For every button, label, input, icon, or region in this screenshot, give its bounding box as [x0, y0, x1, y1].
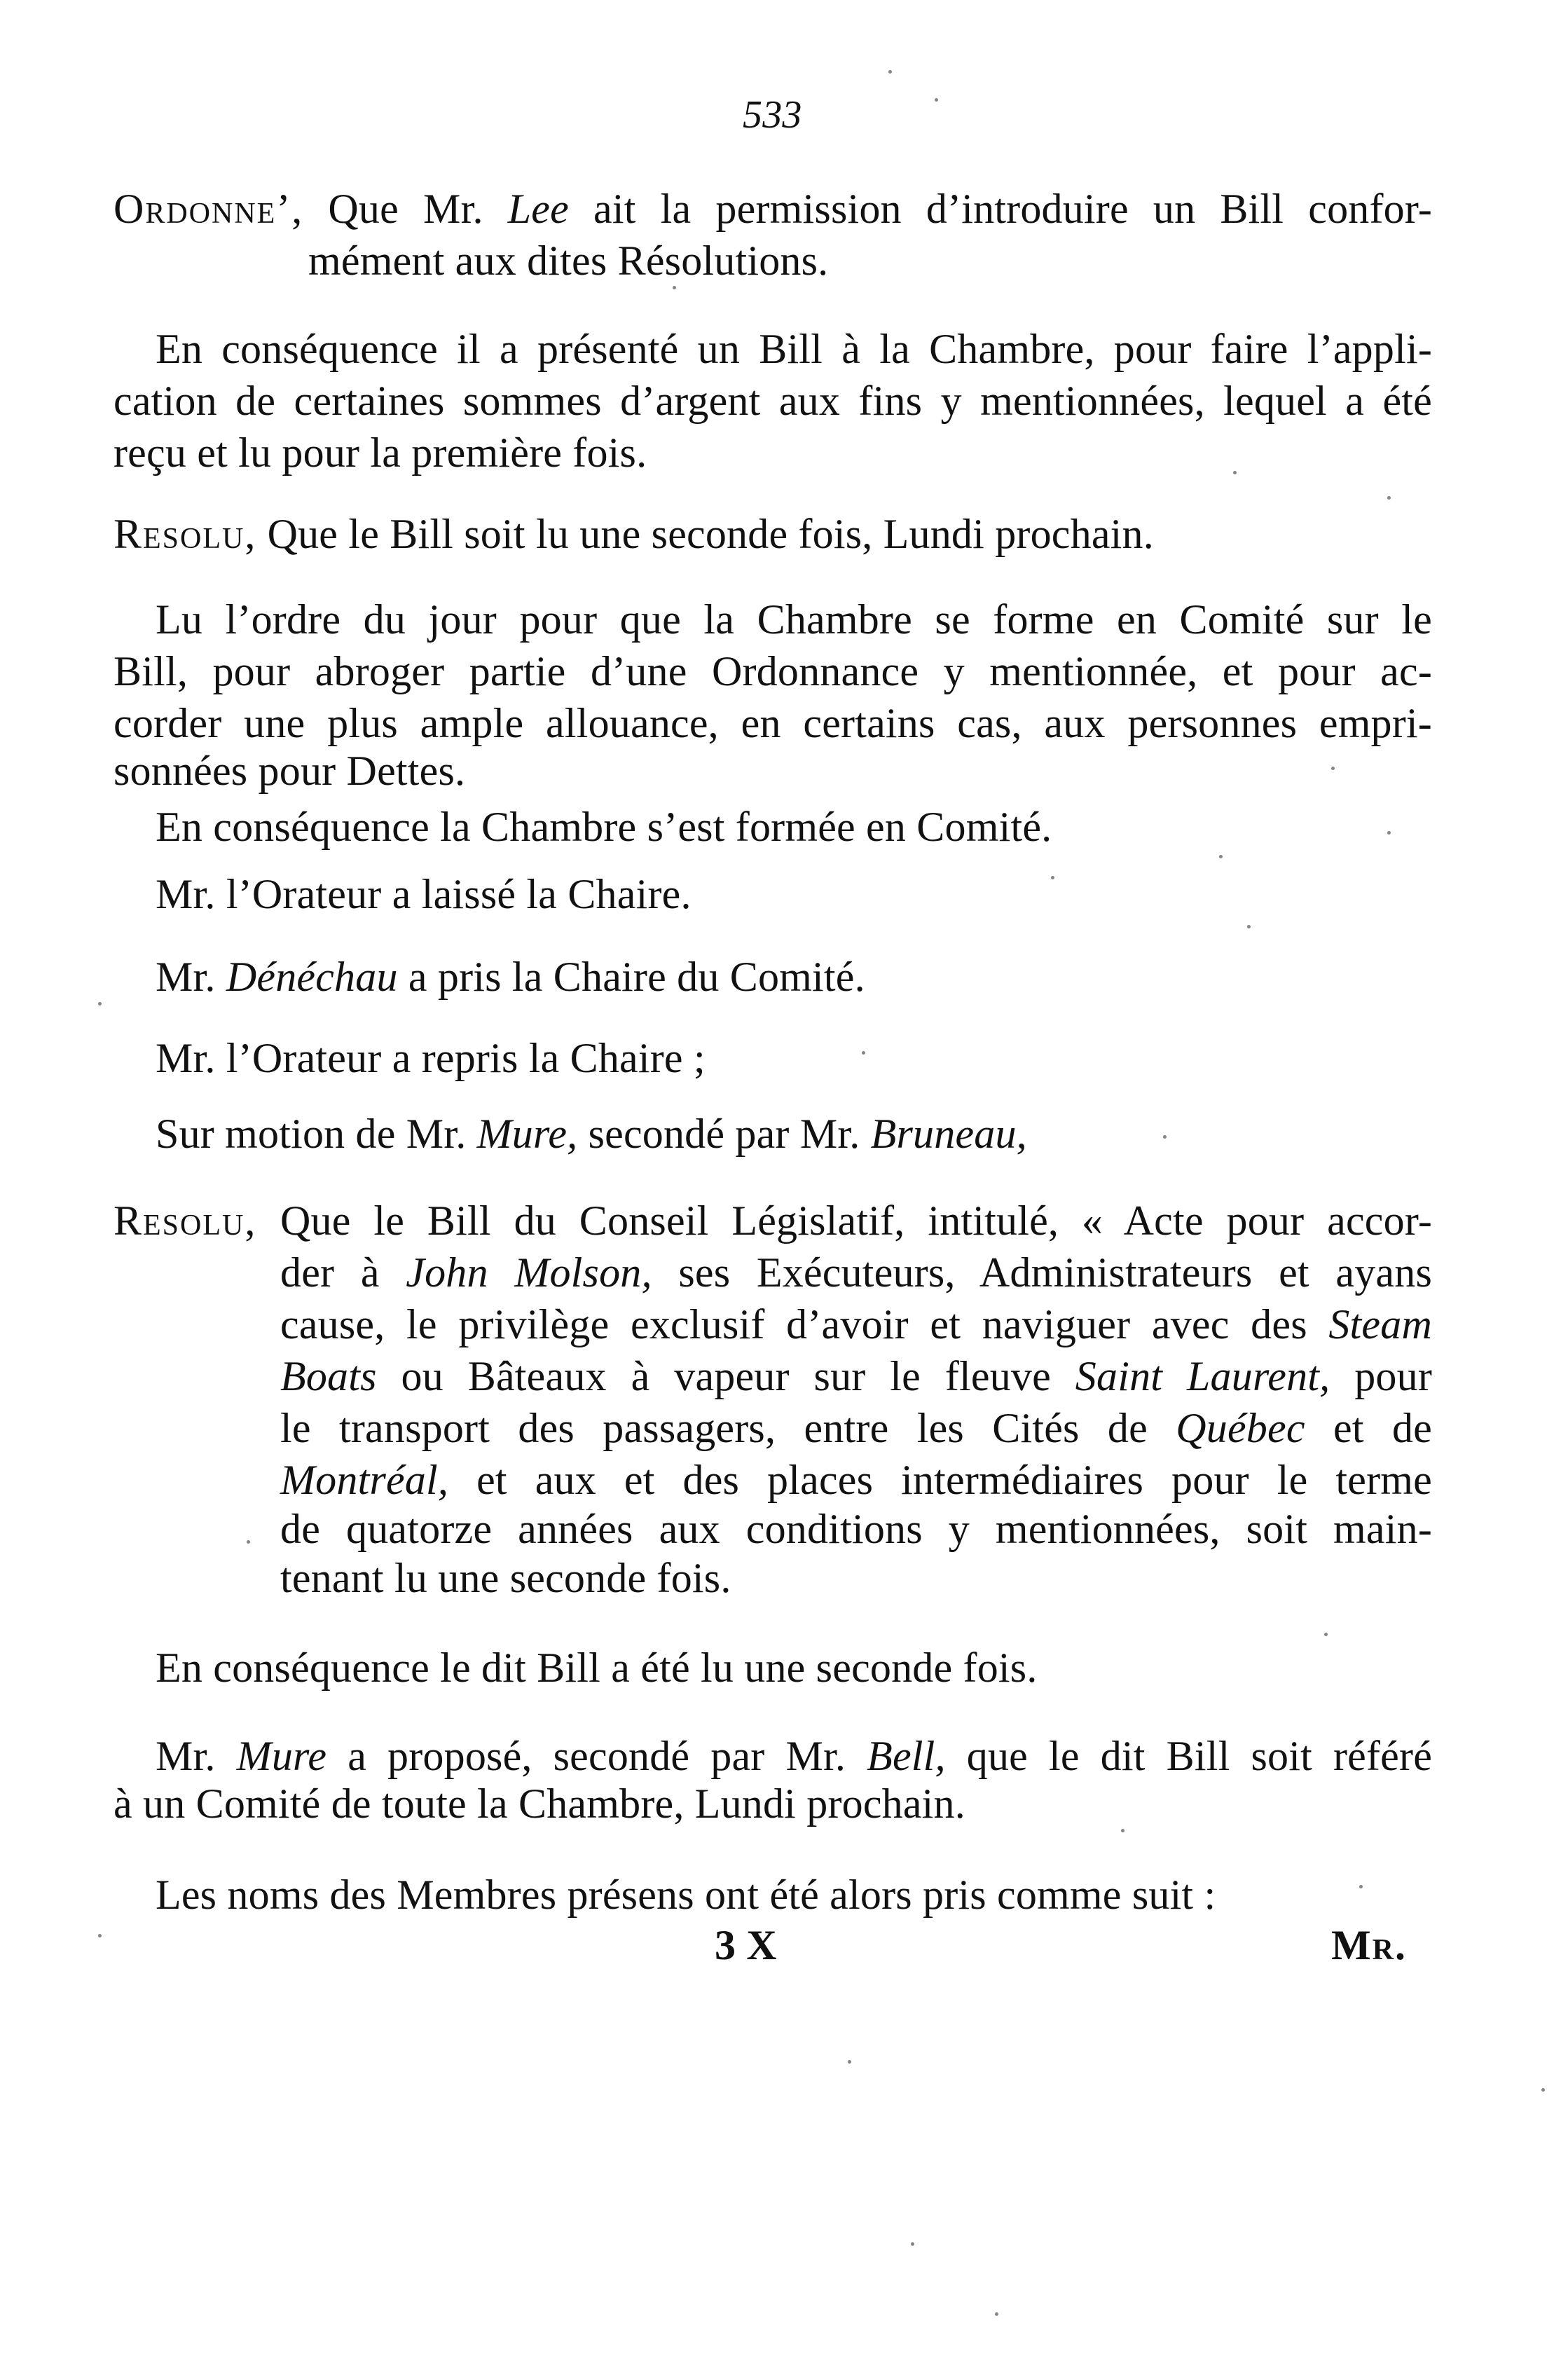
entry-text: que le dit Bill soit référé	[966, 1733, 1433, 1779]
entry-resolu-2-label	[114, 1195, 256, 1246]
scan-speck	[1163, 1135, 1167, 1139]
entry-resolu-2-line-8: tenant lu une seconde fois.	[280, 1555, 731, 1601]
scan-speck	[1324, 1633, 1328, 1636]
entry-text: ait la permission d’introduire un Bill confor-	[593, 186, 1433, 232]
entry-noms-membres: Les noms des Membres présens ont été alors pris comme suit :	[156, 1872, 1216, 1918]
entry-ordonne-line-2: mément aux dites Résolutions.	[308, 238, 829, 284]
scan-speck	[98, 1002, 102, 1006]
page-number: 533	[743, 93, 802, 137]
person-name: John Molson,	[406, 1249, 652, 1296]
scan-speck	[888, 70, 892, 74]
scan-speck	[1359, 1885, 1363, 1888]
scan-speck	[1541, 2088, 1545, 2092]
scan-speck	[935, 98, 938, 102]
entry-orateur-laisse: Mr. l’Orateur a laissé la Chaire.	[156, 871, 692, 917]
entry-text: secondé par Mr.	[588, 1111, 860, 1157]
place-name: Montréal,	[280, 1457, 449, 1503]
entry-text: Sur motion de Mr.	[156, 1111, 467, 1157]
scan-speck	[1247, 925, 1251, 928]
scan-speck	[1331, 767, 1335, 770]
member-name: Mure	[236, 1733, 327, 1779]
entry-text: Mr.	[156, 954, 216, 1000]
scan-speck	[1219, 855, 1223, 858]
entry-sur-motion	[156, 1109, 1027, 1159]
member-name: Dénéchau	[226, 954, 398, 1000]
place-name: Québec	[1176, 1405, 1305, 1451]
entry-resolu-1	[114, 509, 1154, 559]
entry-text: pour	[1354, 1353, 1432, 1399]
entry-ordonne-line-1	[114, 184, 1432, 234]
entry-consequence-line-2: cation de certaines sommes d’argent aux fins y mentionnées, lequel a été	[114, 378, 1432, 424]
entry-lu-ordre-line-2: Bill, pour abroger partie d’une Ordonnance y mentionnée, et pour ac-	[114, 648, 1432, 694]
scan-speck	[247, 1540, 250, 1544]
entry-label: Ordonne’,	[114, 186, 304, 232]
entry-text: ou Bâteaux à vapeur sur le fleuve	[401, 1353, 1051, 1399]
place-name: Saint Laurent,	[1075, 1353, 1330, 1399]
entry-label: Resolu,	[114, 511, 257, 557]
foreign-term: Boats	[280, 1353, 377, 1399]
entry-resolu-2-line-3	[280, 1299, 1432, 1350]
entry-text: a proposé, secondé par Mr.	[348, 1733, 846, 1779]
signature-mark: 3 X	[715, 1922, 777, 1968]
scan-speck	[1387, 496, 1391, 500]
entry-resolu-2-line-5	[280, 1403, 1432, 1453]
member-name: Bruneau,	[870, 1111, 1027, 1157]
member-name: Lee	[507, 186, 569, 232]
entry-text: der à	[280, 1249, 380, 1296]
entry-text: Que Mr.	[328, 186, 483, 232]
entry-orateur-repris: Mr. l’Orateur a repris la Chaire ;	[156, 1035, 706, 1081]
catchword: Mr.	[1331, 1922, 1407, 1968]
scan-speck	[673, 286, 676, 289]
entry-text: Que le Bill soit lu une seconde fois, Lundi prochain.	[267, 511, 1154, 557]
scan-speck	[848, 2060, 851, 2064]
foreign-term: Steam	[1328, 1301, 1432, 1347]
entry-text: ses Exécuteurs, Administrateurs et ayans	[678, 1249, 1433, 1296]
entry-chambre-formee: En conséquence la Chambre s’est formée en Comité.	[156, 804, 1052, 850]
entry-text: cause, le privilège exclusif d’avoir et naviguer avec des	[280, 1301, 1307, 1347]
entry-resolu-2-line-2	[280, 1247, 1432, 1298]
member-name: Mure,	[476, 1111, 578, 1157]
scan-speck	[1051, 876, 1054, 879]
entry-mure-propose-line-2: à un Comité de toute la Chambre, Lundi prochain.	[114, 1781, 965, 1827]
scan-speck	[911, 2242, 914, 2246]
entry-text: a pris la Chaire du Comité.	[408, 954, 865, 1000]
scan-speck	[1233, 471, 1237, 474]
scan-speck	[995, 2312, 998, 2316]
entry-resolu-2-line-1: Que le Bill du Conseil Législatif, intitulé, « Acte pour accor-	[280, 1198, 1432, 1244]
entry-lu-ordre-line-3: corder une plus ample allouance, en certains cas, aux personnes empri-	[114, 700, 1432, 746]
entry-bill-lu: En conséquence le dit Bill a été lu une seconde fois.	[156, 1645, 1038, 1691]
scan-speck	[1387, 831, 1391, 835]
entry-label: Resolu,	[114, 1198, 257, 1244]
entry-text: Mr.	[156, 1733, 216, 1779]
entry-resolu-2-line-7: de quatorze années aux conditions y mentionnées, soit main-	[280, 1506, 1432, 1552]
member-name: Bell,	[867, 1733, 946, 1779]
entry-text: et de	[1333, 1405, 1433, 1451]
entry-denechau	[156, 952, 865, 1002]
entry-resolu-2-line-4	[280, 1351, 1432, 1401]
entry-text: et aux et des places intermédiaires pour le terme	[476, 1457, 1432, 1503]
scan-speck	[1121, 1829, 1125, 1832]
entry-consequence-line-1: En conséquence il a présenté un Bill à la Chambre, pour faire l’appli-	[156, 326, 1432, 372]
entry-lu-ordre-line-4: sonnées pour Dettes.	[114, 748, 466, 794]
scan-speck	[98, 1934, 102, 1937]
entry-consequence-line-3: reçu et lu pour la première fois.	[114, 430, 647, 476]
scan-speck	[862, 1051, 865, 1055]
entry-resolu-2-line-6	[280, 1455, 1432, 1505]
entry-text: le transport des passagers, entre les Cités de	[280, 1405, 1148, 1451]
entry-lu-ordre-line-1: Lu l’ordre du jour pour que la Chambre se forme en Comité sur le	[156, 596, 1432, 643]
entry-mure-propose-line-1	[156, 1731, 1432, 1781]
